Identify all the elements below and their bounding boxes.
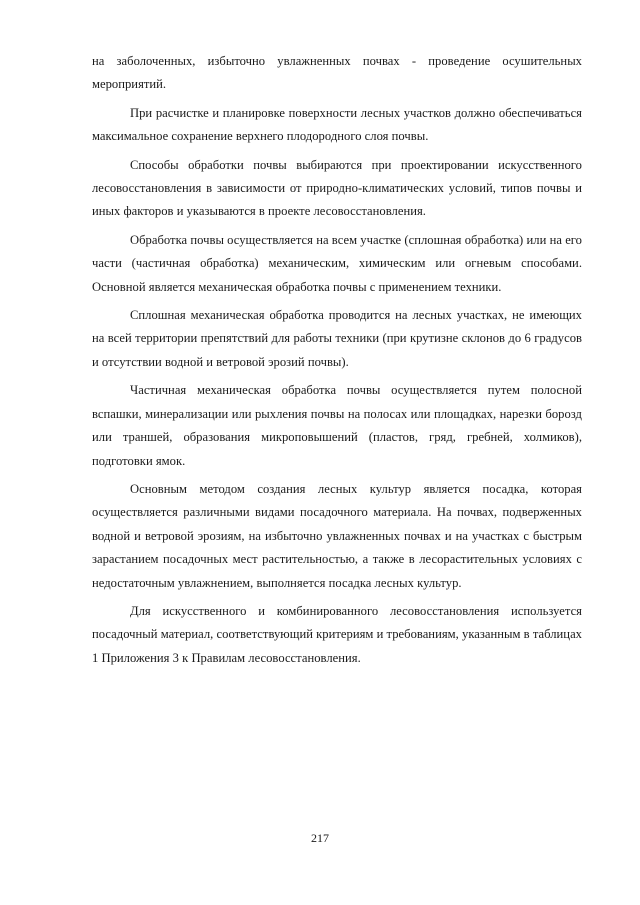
paragraph-6: Частичная механическая обработка почвы осуществляется путем полосной вспашки, минерализации или рыхления почвы на полосах или площадках, нарезки борозд или траншей, образования микроповышений (пластов, гряд, гребней, холмиков), подготовки ямок. <box>92 383 582 468</box>
paragraph-7: Основным методом создания лесных культур является посадка, которая осуществляется различными видами посадочного материала. На почвах, подверженных водной и ветровой эрозиям, на избыточно увлажненных почвах и на участках с быстрым зарастанием посадочных мест растительностью, а также в лесорастительных условиях с недостаточным увлажнением, выполняется посадка лесных культур. <box>92 481 582 590</box>
paragraph-3: Способы обработки почвы выбираются при проектировании искусственного лесовосстановления в зависимости от природно-климатических условий, типов почвы и иных факторов и указываются в проекте лесовосстановления. <box>92 157 582 219</box>
paragraph-4: Обработка почвы осуществляется на всем участке (сплошная обработка) или на его части (частичная обработка) механическим, химическим или огневым способами. Основной является механическая обработка почвы с применением техники. <box>92 232 582 294</box>
document-page <box>92 50 582 675</box>
paragraph-2: При расчистке и планировке поверхности лесных участков должно обеспечиваться максимальное сохранение верхнего плодородного слоя почвы. <box>92 105 582 144</box>
paragraph-8: Для искусственного и комбинированного лесовосстановления используется посадочный материал, соответствующий критериям и требованиям, указанным в таблицах 1 Приложения 3 к Правилам лесовосстановления. <box>92 603 582 665</box>
paragraph-1: на заболоченных, избыточно увлажненных почвах - проведение осушительных мероприятий. <box>92 54 582 92</box>
page-number: 217 <box>311 831 329 845</box>
paragraph-5: Сплошная механическая обработка проводится на лесных участках, не имеющих на всей территории препятствий для работы техники (при крутизне склонов до 6 градусов и отсутствии водной и ветровой эрозий почвы). <box>92 308 582 369</box>
